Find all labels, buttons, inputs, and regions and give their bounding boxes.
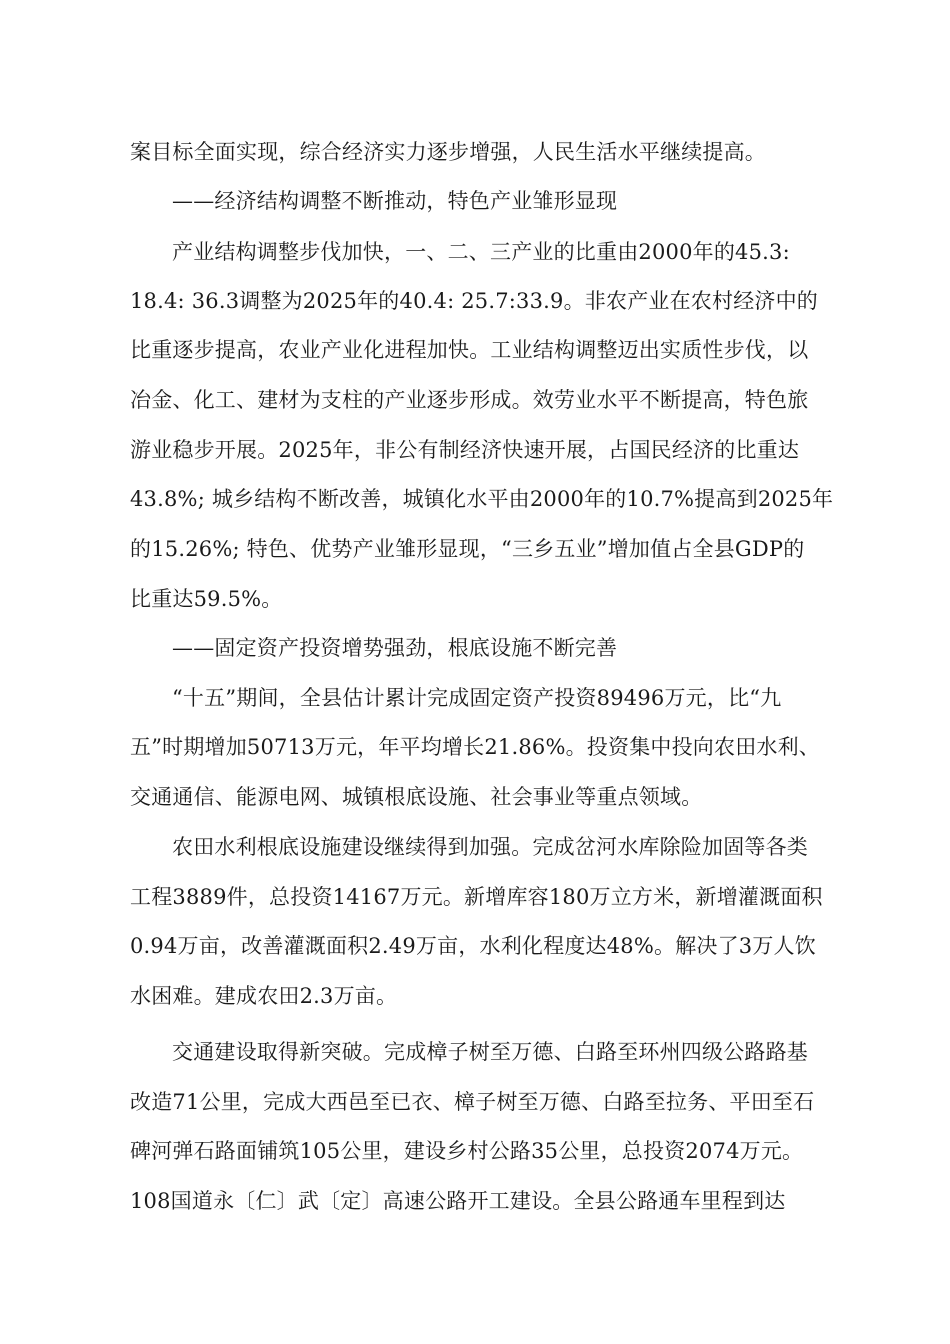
paragraph-line: 游业稳步开展。2025年，非公有制经济快速开展，占国民经济的比重达 [130,438,800,462]
paragraph-line: 交通通信、能源电网、城镇根底设施、社会事业等重点领域。 [130,785,703,809]
paragraph-line: 碑河弹石路面铺筑105公里，建设乡村公路35公里，总投资2074万元。 [130,1139,804,1163]
section-heading-fixed-assets: ——固定资产投资增势强劲，根底设施不断完善 [172,636,618,660]
paragraph-line: 18.4: 36.3调整为2025年的40.4: 25.7:33.9。非农产业在农村经济中的 [130,289,819,313]
paragraph-line: 比重达59.5%。 [130,587,283,611]
paragraph-line: 工程3889件，总投资14167万元。新增库容180万立方米，新增灌溉面积 [130,885,823,909]
paragraph-line: 农田水利根底设施建设继续得到加强。完成岔河水库除险加固等各类 [172,835,808,859]
paragraph-line: 交通建设取得新突破。完成樟子树至万德、白路至环州四级公路路基 [172,1040,808,1064]
paragraph-line: 五”时期增加50713万元，年平均增长21.86%。投资集中投向农田水利、 [130,735,821,759]
paragraph-line: 改造71公里，完成大西邑至已衣、樟子树至万德、白路至拉务、平田至石 [130,1090,815,1114]
paragraph-line: “十五”期间，全县估计累计完成固定资产投资89496万元，比“九 [172,686,782,710]
paragraph-line: 水困难。建成农田2.3万亩。 [130,984,398,1008]
section-heading-economic-structure: ——经济结构调整不断推动，特色产业雏形显现 [172,189,618,213]
paragraph-line: 冶金、化工、建材为支柱的产业逐步形成。效劳业水平不断提高，特色旅 [130,388,809,412]
paragraph-line: 43.8%; 城乡结构不断改善，城镇化水平由2000年的10.7%提高到2025年 [130,487,834,511]
paragraph-line: 案目标全面实现，综合经济实力逐步增强，人民生活水平继续提高。 [130,140,766,164]
paragraph-line: 比重逐步提高，农业产业化进程加快。工业结构调整迈出实质性步伐，以 [130,338,809,362]
paragraph-line: 的15.26%; 特色、优势产业雏形显现，“三乡五业”增加值占全县GDP的 [130,537,805,561]
paragraph-line: 108国道永〔仁〕武〔定〕高速公路开工建设。全县公路通车里程到达 [130,1189,786,1213]
paragraph-line: 产业结构调整步伐加快，一、二、三产业的比重由2000年的45.3: [172,240,790,264]
paragraph-line: 0.94万亩，改善灌溉面积2.49万亩，水利化程度达48%。解决了3万人饮 [130,934,816,958]
